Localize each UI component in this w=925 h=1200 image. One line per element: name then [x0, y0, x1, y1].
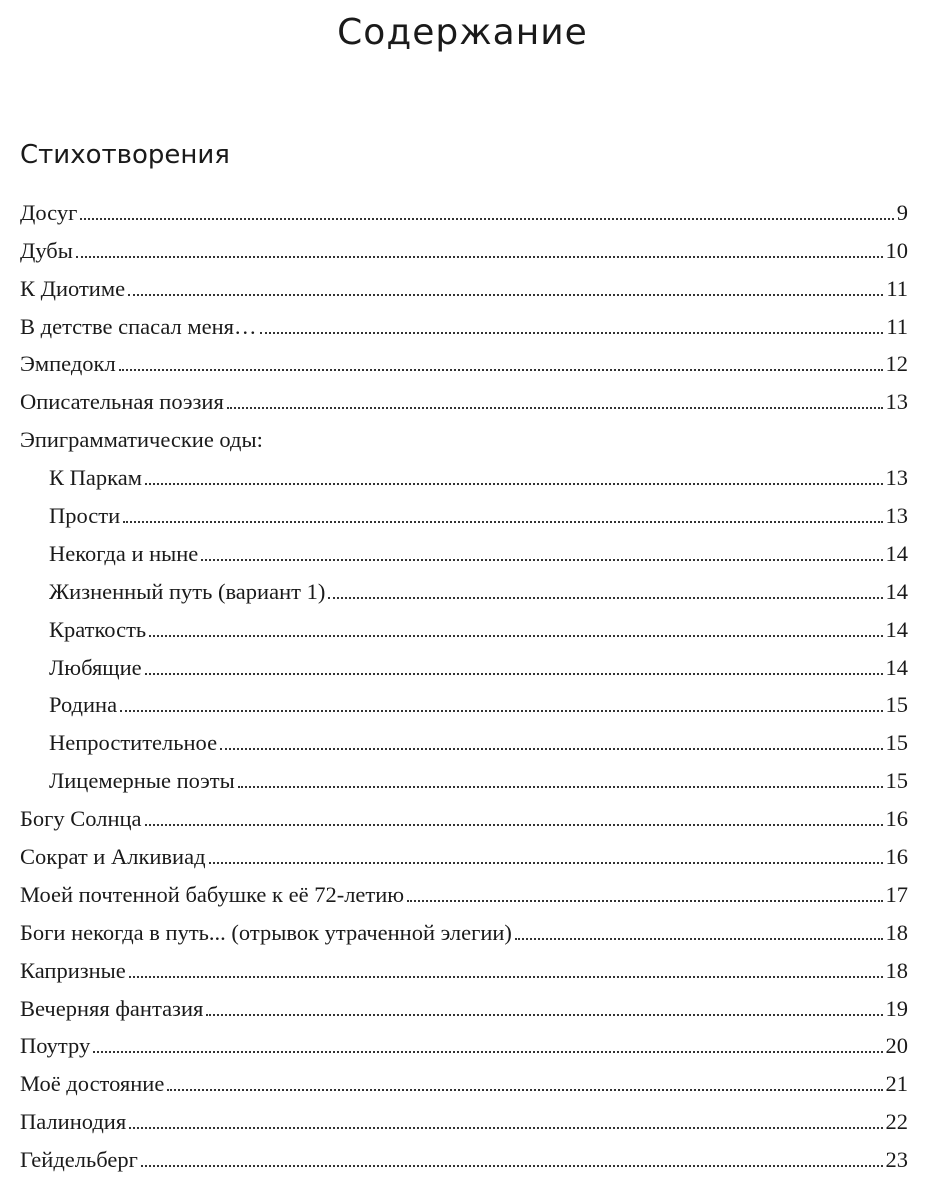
dot-leader — [123, 521, 882, 523]
dot-leader — [129, 1127, 882, 1129]
toc-entry — [20, 722, 908, 760]
toc-entry-page-number: 21 — [885, 1071, 908, 1097]
toc-entry — [20, 647, 908, 685]
page-title: Содержание — [337, 12, 588, 53]
toc-entry — [20, 1139, 908, 1177]
toc-entry-title: Жизненный путь (вариант 1) — [49, 578, 326, 604]
toc-list — [20, 192, 908, 1177]
toc-entry-title: Поутру — [20, 1033, 91, 1059]
toc-entry-page-number: 10 — [885, 237, 908, 263]
toc-entry — [20, 1101, 908, 1139]
dot-leader — [206, 1014, 882, 1016]
toc-entry — [20, 381, 908, 419]
dot-leader — [80, 218, 893, 220]
toc-entry — [20, 268, 908, 306]
dot-leader — [201, 559, 882, 561]
dot-leader — [120, 710, 882, 712]
dot-leader — [167, 1089, 882, 1091]
dot-leader — [227, 407, 883, 409]
toc-entry — [20, 798, 908, 836]
toc-entry-title: В детстве спасал меня… — [20, 313, 257, 339]
toc-entry-title: К Паркам — [49, 465, 142, 491]
toc-entry-title: Эмпедокл — [20, 351, 116, 377]
toc-entry-title: Палинодия — [20, 1109, 127, 1135]
toc-entry-title: Лицемерные поэты — [49, 768, 235, 794]
toc-entry — [20, 419, 908, 457]
toc-entry-page-number: 15 — [885, 768, 908, 794]
toc-entry-page-number: 9 — [896, 199, 908, 225]
toc-entry-title: Вечерняя фантазия — [20, 995, 204, 1021]
toc-entry-page-number: 13 — [885, 465, 908, 491]
toc-entry — [20, 306, 908, 344]
dot-leader — [93, 1051, 882, 1053]
dot-leader — [238, 786, 883, 788]
toc-entry-page-number: 11 — [886, 275, 908, 301]
toc-entry-page-number: 17 — [885, 881, 908, 907]
toc-entry-title: Некогда и ныне — [49, 540, 199, 566]
toc-entry — [20, 912, 908, 950]
dot-leader — [145, 483, 883, 485]
dot-leader — [76, 256, 883, 258]
toc-entry-page-number: 22 — [885, 1109, 908, 1135]
toc-entry-title: Дубы — [20, 237, 73, 263]
toc-entry-title: Богу Солнца — [20, 806, 142, 832]
toc-entry — [20, 571, 908, 609]
toc-entry-title: Досуг — [20, 199, 78, 225]
toc-entry — [20, 533, 908, 571]
toc-entry-page-number: 16 — [885, 806, 908, 832]
toc-entry-title: Боги некогда в путь... (отрывок утраченной элегии) — [20, 919, 512, 945]
toc-entry-page-number: 15 — [885, 692, 908, 718]
toc-entry-page-number: 12 — [885, 351, 908, 377]
toc-entry-title: Любящие — [49, 654, 142, 680]
toc-entry — [20, 760, 908, 798]
toc-entry-page-number: 18 — [885, 957, 908, 983]
dot-leader — [145, 824, 883, 826]
toc-entry-title: Гейдельберг — [20, 1147, 138, 1173]
toc-entry-page-number: 11 — [886, 313, 908, 339]
toc-entry-page-number: 16 — [885, 844, 908, 870]
dot-leader — [119, 369, 883, 371]
toc-entry-title: Сократ и Алкивиад — [20, 844, 206, 870]
toc-entry-page-number: 20 — [885, 1033, 908, 1059]
dot-leader — [407, 900, 882, 902]
toc-entry-title: Непростительное — [49, 730, 218, 756]
toc-entry-title: Эпиграмматические оды: — [20, 427, 263, 453]
dot-leader — [149, 635, 882, 637]
toc-entry-page-number: 14 — [885, 654, 908, 680]
toc-entry-title: К Диотиме — [20, 275, 126, 301]
toc-entry-page-number: 15 — [885, 730, 908, 756]
dot-leader — [128, 294, 883, 296]
toc-entry-title: Родина — [49, 692, 118, 718]
toc-entry-title: Моё достояние — [20, 1071, 165, 1097]
toc-entry-page-number: 23 — [885, 1147, 908, 1173]
toc-entry — [20, 609, 908, 647]
toc-entry-title: Краткость — [49, 616, 147, 642]
toc-entry — [20, 192, 908, 230]
toc-entry — [20, 836, 908, 874]
toc-entry — [20, 1026, 908, 1064]
dot-leader — [260, 332, 884, 334]
toc-entry — [20, 685, 908, 723]
toc-entry-page-number: 13 — [885, 503, 908, 529]
toc-entry — [20, 344, 908, 382]
dot-leader — [141, 1165, 883, 1167]
dot-leader — [145, 673, 883, 675]
toc-entry-page-number: 14 — [885, 578, 908, 604]
dot-leader — [220, 748, 882, 750]
toc-entry-title: Моей почтенной бабушке к её 72-летию — [20, 881, 405, 907]
toc-entry-page-number: 13 — [885, 389, 908, 415]
toc-entry — [20, 988, 908, 1026]
dot-leader — [328, 597, 882, 599]
section-heading: Стихотворения — [20, 140, 230, 170]
toc-entry — [20, 457, 908, 495]
toc-entry — [20, 1063, 908, 1101]
toc-entry-page-number: 14 — [885, 616, 908, 642]
toc-entry-page-number: 14 — [885, 540, 908, 566]
toc-entry — [20, 874, 908, 912]
toc-entry — [20, 495, 908, 533]
dot-leader — [515, 938, 883, 940]
toc-entry-page-number: 18 — [885, 919, 908, 945]
toc-entry-title: Прости — [49, 503, 121, 529]
toc-entry-page-number: 19 — [885, 995, 908, 1021]
dot-leader — [129, 976, 883, 978]
toc-entry — [20, 230, 908, 268]
dot-leader — [209, 862, 883, 864]
toc-entry-title: Описательная поэзия — [20, 389, 224, 415]
toc-entry-title: Капризные — [20, 957, 126, 983]
toc-entry — [20, 950, 908, 988]
